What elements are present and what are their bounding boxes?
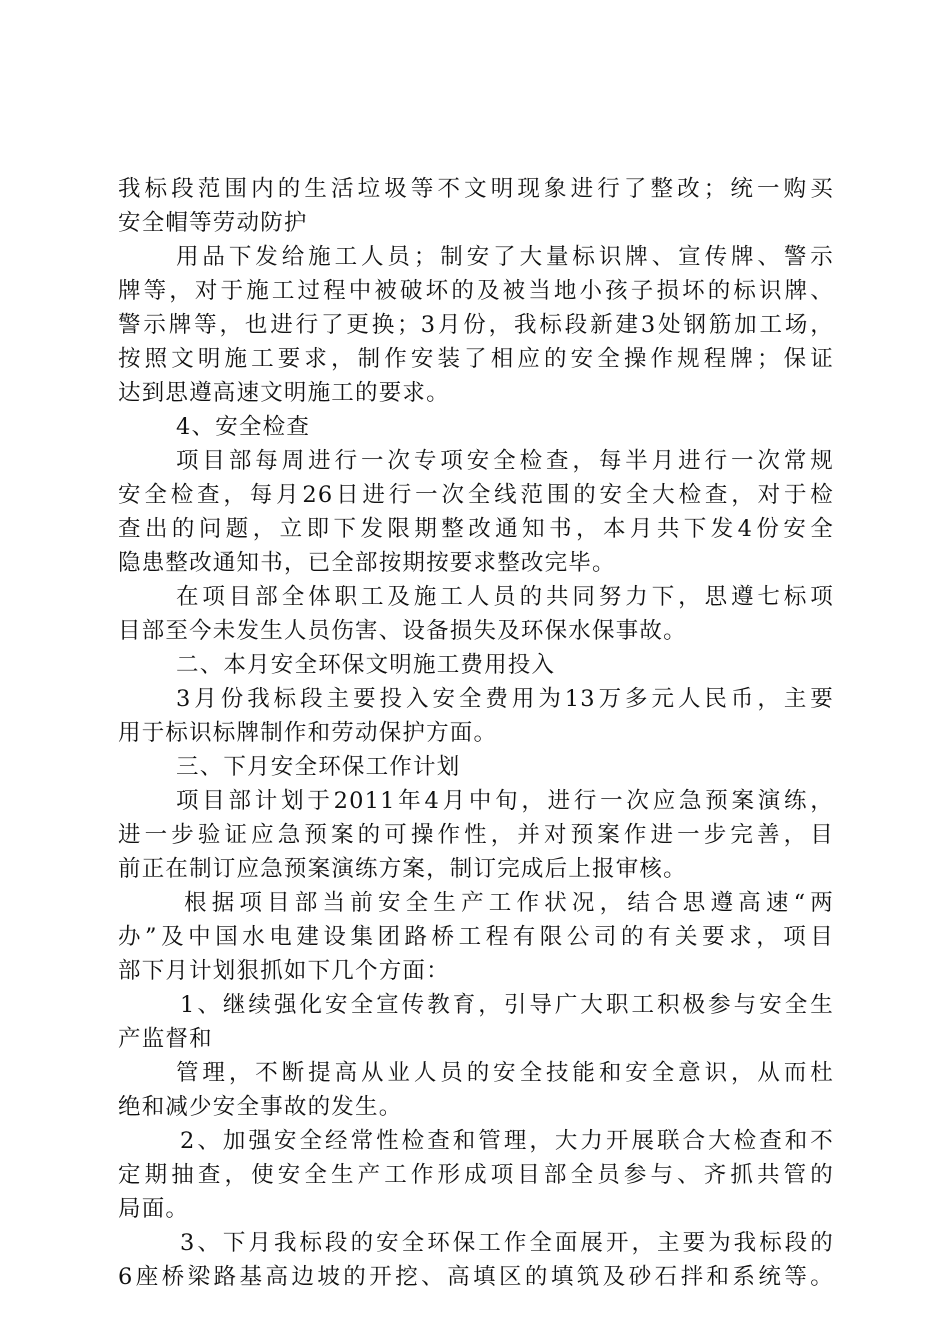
body-line: 查出的问题，立即下发限期整改通知书，本月共下发4份安全 — [118, 516, 834, 542]
body-line: 进一步验证应急预案的可操作性，并对预案作进一步完善，目 — [118, 822, 834, 848]
section-heading: 二、本月安全环保文明施工费用投入 — [176, 652, 556, 678]
body-line: 局面。 — [118, 1196, 190, 1222]
body-line: 我标段范围内的生活垃圾等不文明现象进行了整改；统一购买 — [118, 176, 834, 202]
body-line: 项目部计划于2011年4月中旬，进行一次应急预案演练， — [176, 788, 834, 814]
body-line: 目部至今未发生人员伤害、设备损失及环保水保事故。 — [118, 618, 687, 644]
list-item: 2、加强安全经常性检查和管理，大力开展联合大检查和不 — [180, 1128, 834, 1154]
body-line: 产监督和 — [118, 1026, 213, 1052]
body-line: 用品下发给施工人员；制安了大量标识牌、宣传牌、警示 — [176, 244, 834, 270]
document-body — [118, 172, 834, 1294]
body-line: 警示牌等，也进行了更换；3月份，我标段新建3处钢筋加工场， — [118, 312, 834, 338]
list-item: 1、继续强化安全宣传教育，引导广大职工积极参与安全生 — [180, 992, 834, 1018]
body-line: 安全检查，每月26日进行一次全线范围的安全大检查，对于检 — [118, 482, 834, 508]
body-line: 用于标识标牌制作和劳动保护方面。 — [118, 720, 498, 746]
body-line: 牌等，对于施工过程中被破坏的及被当地小孩子损坏的标识牌、 — [118, 278, 834, 304]
body-line: 项目部每周进行一次专项安全检查，每半月进行一次常规 — [176, 448, 834, 474]
body-line: 办”及中国水电建设集团路桥工程有限公司的有关要求，项目 — [118, 924, 834, 950]
section-heading: 三、下月安全环保工作计划 — [176, 754, 461, 780]
body-line: 定期抽查，使安全生产工作形成项目部全员参与、齐抓共管的 — [118, 1162, 834, 1188]
body-line: 管理，不断提高从业人员的安全技能和安全意识，从而杜 — [176, 1060, 834, 1086]
body-line: 在项目部全体职工及施工人员的共同努力下，思遵七标项 — [176, 584, 834, 610]
body-line: 部下月计划狠抓如下几个方面： — [118, 958, 450, 984]
body-line: 根据项目部当前安全生产工作状况，结合思遵高速“两 — [184, 890, 834, 916]
body-line: 达到思遵高速文明施工的要求。 — [118, 380, 450, 406]
section-heading: 4、安全检查 — [176, 414, 311, 440]
body-line: 按照文明施工要求，制作安装了相应的安全操作规程牌；保证 — [118, 346, 834, 372]
body-line: 安全帽等劳动防护 — [118, 210, 308, 236]
body-line: 3月份我标段主要投入安全费用为13万多元人民币，主要 — [176, 686, 834, 712]
body-line: 绝和减少安全事故的发生。 — [118, 1094, 403, 1120]
list-item: 3、下月我标段的安全环保工作全面展开，主要为我标段的 — [180, 1230, 834, 1256]
body-line: 前正在制订应急预案演练方案，制订完成后上报审核。 — [118, 856, 687, 882]
body-line: 隐患整改通知书，已全部按期按要求整改完毕。 — [118, 550, 616, 576]
body-line: 6座桥梁路基高边坡的开挖、高填区的填筑及砂石拌和系统等。 — [118, 1264, 834, 1290]
